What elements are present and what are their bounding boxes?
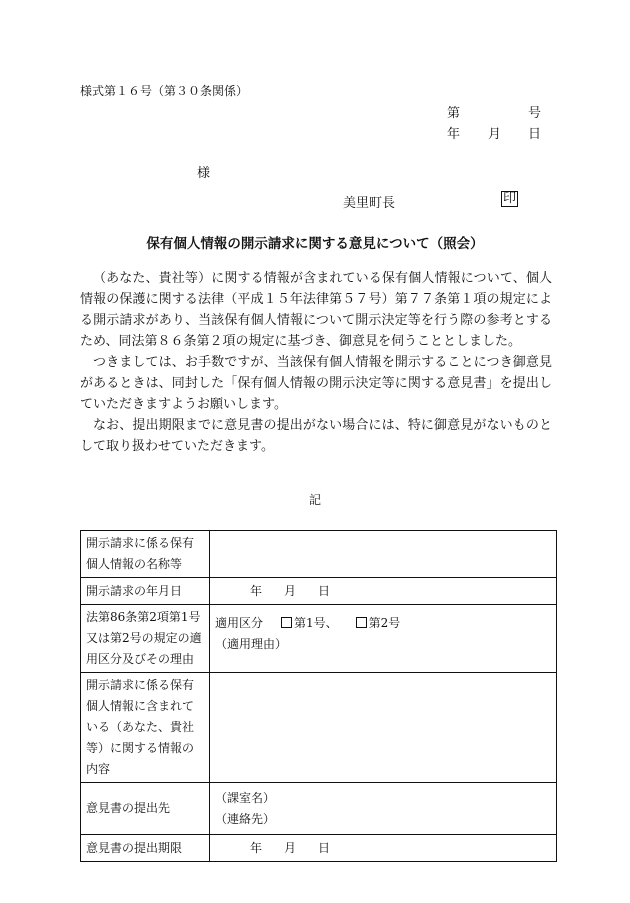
note-heading: 記 <box>308 493 321 507</box>
request-date-year: 年 <box>250 583 263 598</box>
category-label: 適用区分 <box>215 616 264 630</box>
submit-contact: （連絡先） <box>215 811 276 826</box>
category-reason: （適用理由） <box>215 637 288 651</box>
category-line <box>215 613 551 634</box>
date-year: 年 <box>447 127 461 142</box>
sender-name: 美里町長 <box>343 196 396 211</box>
row-value-info-content <box>210 673 557 783</box>
table-row <box>81 531 557 578</box>
deadline-month: 月 <box>284 840 297 855</box>
body-text <box>80 268 552 457</box>
row-label-info-name: 開示請求に係る保有個人情報の名称等 <box>81 531 210 578</box>
row-label-submit-to: 意見書の提出先 <box>81 783 210 835</box>
body-paragraph-1: （あなた、貴社等）に関する情報が含まれている保有個人情報について、個人情報の保護に関する法律（平成１５年法律第５７号）第７７条第１項の規定による開示請求があり、当該保有個人情報について開示決定等を行う際の参考とするため、同法第８６条第２項の規定に基づき、御意見を伺うこととしました。 <box>80 271 552 349</box>
table-row <box>81 605 557 673</box>
addressee-suffix: 様 <box>197 166 211 181</box>
date-month: 月 <box>488 127 502 142</box>
table-row <box>81 673 557 783</box>
form-number: 様式第１６号（第３０条関係） <box>80 84 249 98</box>
row-label-request-date: 開示請求の年月日 <box>81 578 210 605</box>
option-1-label: 第1号、 <box>294 616 338 630</box>
document-title: 保有個人情報の開示請求に関する意見について（照会） <box>146 236 484 252</box>
deadline-year: 年 <box>250 840 263 855</box>
row-value-request-date <box>210 578 557 605</box>
request-date-day: 日 <box>318 583 331 598</box>
details-table <box>80 530 557 862</box>
body-paragraph-2: つきましては、お手数ですが、当該保有個人情報を開示することにつき御意見があるときは、同封した「保有個人情報の開示決定等に関する意見書」を提出していただきますようお願いします。 <box>80 355 552 412</box>
table-row <box>81 578 557 605</box>
table-row <box>81 783 557 835</box>
row-label-category: 法第86条第2項第1号又は第2号の規定の適用区分及びその理由 <box>81 605 210 673</box>
deadline-day: 日 <box>318 840 331 855</box>
row-value-info-name <box>210 531 557 578</box>
submit-section: （課室名） <box>215 790 276 805</box>
request-date-month: 月 <box>284 583 297 598</box>
checkbox-option-2[interactable] <box>356 617 367 628</box>
row-value-category <box>210 605 557 673</box>
row-label-deadline: 意見書の提出期限 <box>81 835 210 862</box>
seal-mark <box>501 191 518 207</box>
table-row <box>81 835 557 862</box>
row-value-submit-to <box>210 783 557 835</box>
doc-number-label: 第 <box>447 106 461 121</box>
body-paragraph-3: なお、提出期限までに意見書の提出がない場合には、特に御意見がないものとして取り扱わせていただきます。 <box>80 418 552 454</box>
seal-stamp: 印 <box>503 191 517 206</box>
option-2-label: 第2号 <box>368 616 401 630</box>
row-value-deadline <box>210 835 557 862</box>
doc-number-suffix: 号 <box>528 106 542 121</box>
date-day: 日 <box>528 127 542 142</box>
row-label-info-content: 開示請求に係る保有個人情報に含まれている（あなた、貴社等）に関する情報の内容 <box>81 673 210 783</box>
checkbox-option-1[interactable] <box>281 617 292 628</box>
